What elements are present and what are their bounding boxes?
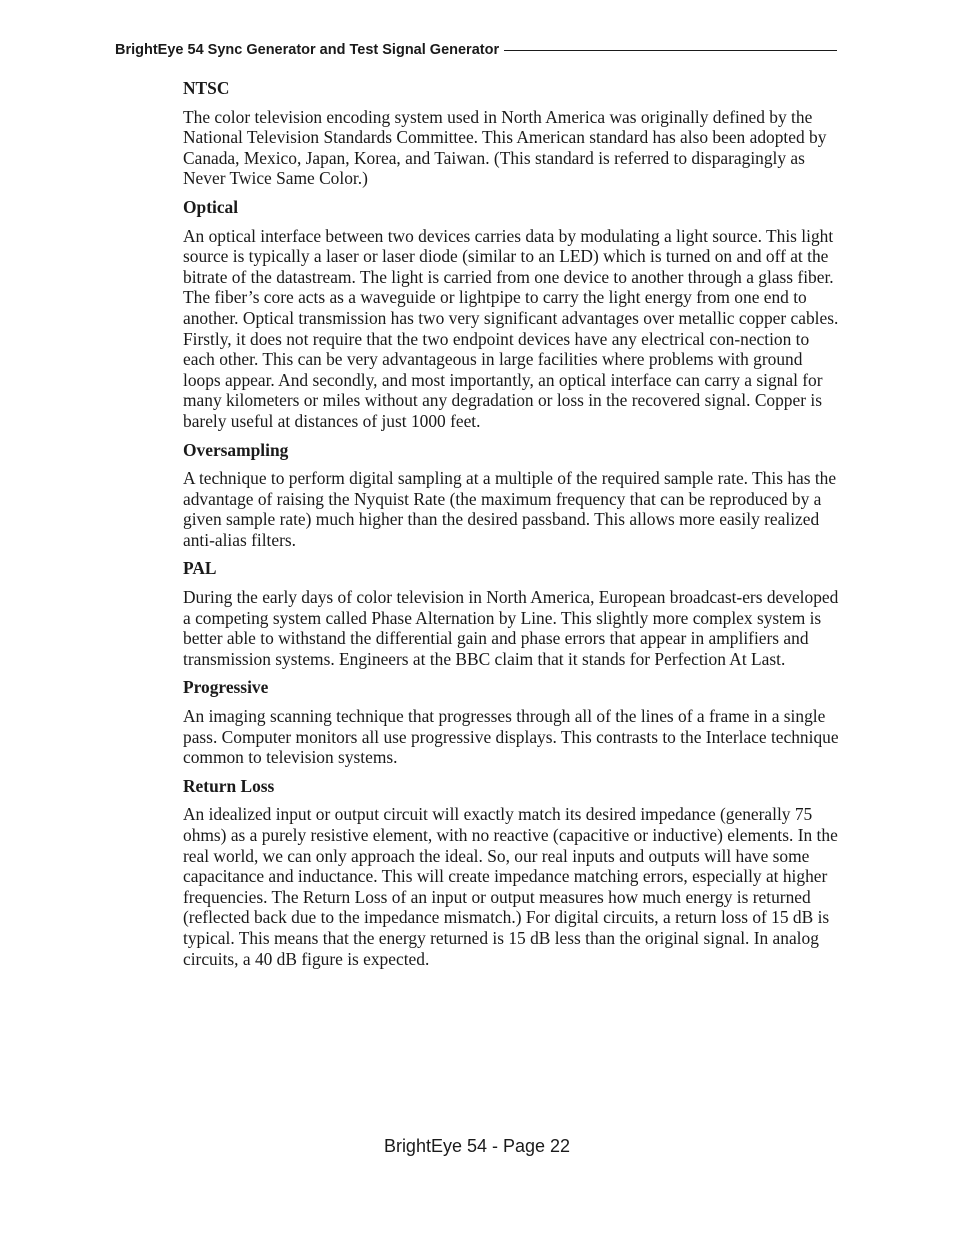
- glossary-term: Progressive: [183, 677, 269, 698]
- glossary-entry-optical: [183, 197, 843, 432]
- glossary-term: NTSC: [183, 78, 230, 98]
- running-header: [115, 42, 837, 58]
- glossary-term: Return Loss: [183, 775, 275, 796]
- glossary-definition: An imaging scanning technique that progresses through all of the lines of a frame in a single pass. Computer monitors all use progressive displays. This contrasts to the Interlace technique common to television systems.: [183, 706, 839, 768]
- glossary-term: PAL: [183, 558, 217, 579]
- document-title: BrightEye 54 Sync Generator and Test Signal Generator: [115, 42, 500, 58]
- glossary-entry-oversampling: [183, 440, 843, 551]
- glossary-term: Oversampling: [183, 439, 289, 460]
- glossary-entry-progressive: [183, 677, 843, 767]
- glossary-definition: An idealized input or output circuit will exactly match its desired impedance (generally 75 ohms) as a purely resistive element, with no reactive (capacitive or inductive) elements. In the real world, we can only approach the ideal. So, our real inputs and outputs will have some capacitance and inductance. This will create impedance matching errors, especially at higher frequencies. The Return Loss of an input or output measures how much energy is returned (reflected back due to the impedance mismatch.) For digital circuits, a return loss of 15 dB is typical. This means that the energy returned is 15 dB less than the original signal. In analog circuits, a 40 dB figure is expected.: [183, 804, 838, 969]
- glossary-term: Optical: [183, 196, 239, 217]
- glossary-definition: The color television encoding system used in North America was originally defined by the National Television Standards Committee. This American standard has also been adopted by Canada, Mexico, Japan, Korea, and Taiwan. (This standard is referred to disparagingly as Never Twice Same Color.): [183, 106, 827, 189]
- glossary-definition: An optical interface between two devices carries data by modulating a light source. This light source is typically a laser or laser diode (similar to an LED) which is turned on and off at the bitrate of the datastream. The light is carried from one device to another through a glass fiber. The fiber’s core acts as a waveguide or lightpipe to carry the light energy from one end to another. Optical transmission has two very significant advantages over metallic copper cables. Firstly, it does not require that the two endpoint devices have any electrical con-nection to each other. This can be very advantageous in large facilities where problems with ground loops appear. And secondly, and most importantly, an optical interface can carry a signal for many kilometers or miles without any degradation or loss in the recovered signal. Copper is barely useful at distances of just 1000 feet.: [183, 225, 839, 431]
- glossary-entry-ntsc: [183, 78, 843, 189]
- glossary-content: [183, 78, 843, 977]
- glossary-definition: During the early days of color television in North America, European broadcast-ers developed a competing system called Phase Alternation by Line. This slightly more complex system is better able to withstand the differential gain and phase errors that appear in amplifiers and transmission systems. Engineers at the BBC claim that it stands for Perfection At Last.: [183, 587, 839, 669]
- glossary-entry-pal: [183, 558, 843, 669]
- header-rule: [504, 50, 837, 51]
- page-footer: BrightEye 54 - Page 22: [383, 1136, 571, 1156]
- glossary-definition: A technique to perform digital sampling at a multiple of the required sample rate. This has the advantage of raising the Nyquist Rate (the maximum frequency that can be reproduced by a given sample rate) much higher than the desired passband. This allows more easily realized anti-alias filters.: [183, 468, 837, 550]
- glossary-entry-return-loss: [183, 776, 843, 969]
